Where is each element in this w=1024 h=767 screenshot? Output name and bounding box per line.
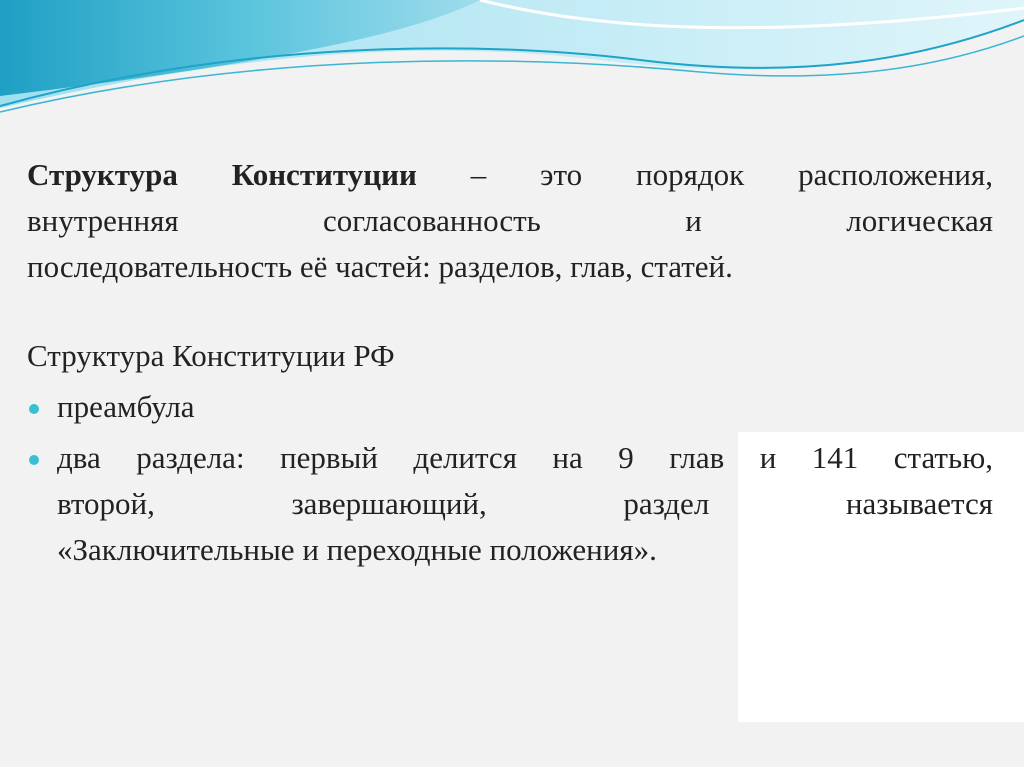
slide-content <box>27 152 993 573</box>
structure-list <box>27 384 993 573</box>
list-item-text: преамбула <box>57 389 195 424</box>
definition-term: Структура Конституции <box>27 157 417 192</box>
list-item <box>27 435 993 573</box>
bullet-icon <box>29 455 39 465</box>
list-item-line-3: «Заключительные и переходные положения». <box>57 532 657 567</box>
definition-line-1 <box>27 152 993 198</box>
list-item <box>27 384 993 430</box>
header-wave-decoration <box>0 0 1024 120</box>
subheading: Структура Конституции РФ <box>27 338 395 373</box>
definition-paragraph <box>27 152 993 290</box>
definition-line-2: внутренняя согласованность и логическая <box>27 203 993 238</box>
definition-line-1-rest: – это порядок расположения, <box>470 157 994 192</box>
definition-line-3: последовательность её частей: разделов, глав, статей. <box>27 249 733 284</box>
bullet-icon <box>29 404 39 414</box>
list-item-line-2: второй, завершающий, раздел называется <box>57 486 993 521</box>
list-item-line-1: два раздела: первый делится на 9 глав и 141 статью, <box>57 440 993 475</box>
